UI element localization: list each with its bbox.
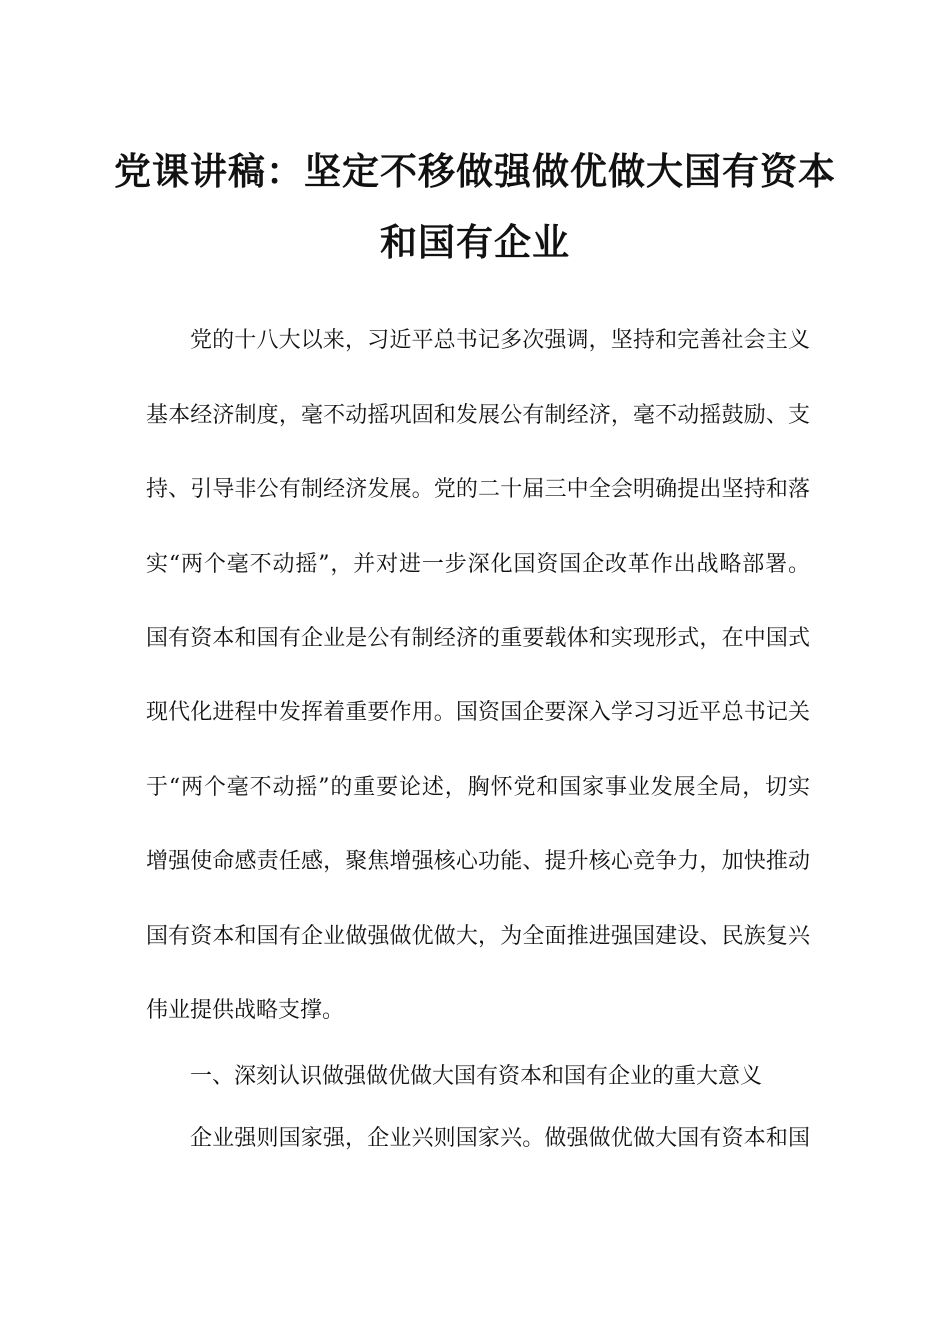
section-1-heading: 一、深刻认识做强做优做大国有资本和国有企业的重大意义: [190, 1064, 763, 1089]
paragraph-1-line: 国有资本和国有企业做强做优做大，为全面推进强国建设、民族复兴: [146, 924, 810, 949]
paragraph-1-line: 国有资本和国有企业是公有制经济的重要载体和实现形式，在中国式: [146, 626, 810, 651]
paragraph-1-line: 实“两个毫不动摇”，并对进一步深化国资国企改革作出战略部署。: [146, 552, 810, 577]
paragraph-1-line: 增强使命感责任感，聚焦增强核心功能、提升核心竞争力，加快推动: [146, 849, 810, 874]
document-title-line-2: 和国有企业: [380, 221, 570, 264]
paragraph-1-line: 伟业提供战略支撑。: [146, 998, 345, 1023]
paragraph-1-line: 党的十八大以来，习近平总书记多次强调，坚持和完善社会主义: [190, 328, 810, 353]
paragraph-1-line: 基本经济制度，毫不动摇巩固和发展公有制经济，毫不动摇鼓励、支: [146, 403, 810, 428]
document-title-line-1: 党课讲稿：坚定不移做强做优做大国有资本: [114, 150, 836, 193]
paragraph-2-line: 企业强则国家强，企业兴则国家兴。做强做优做大国有资本和国: [190, 1126, 810, 1151]
paragraph-1-line: 于“两个毫不动摇”的重要论述，胸怀党和国家事业发展全局，切实: [146, 775, 810, 800]
paragraph-1-line: 现代化进程中发挥着重要作用。国资国企要深入学习习近平总书记关: [146, 700, 810, 725]
paragraph-1-line: 持、引导非公有制经济发展。党的二十届三中全会明确提出坚持和落: [146, 477, 810, 502]
